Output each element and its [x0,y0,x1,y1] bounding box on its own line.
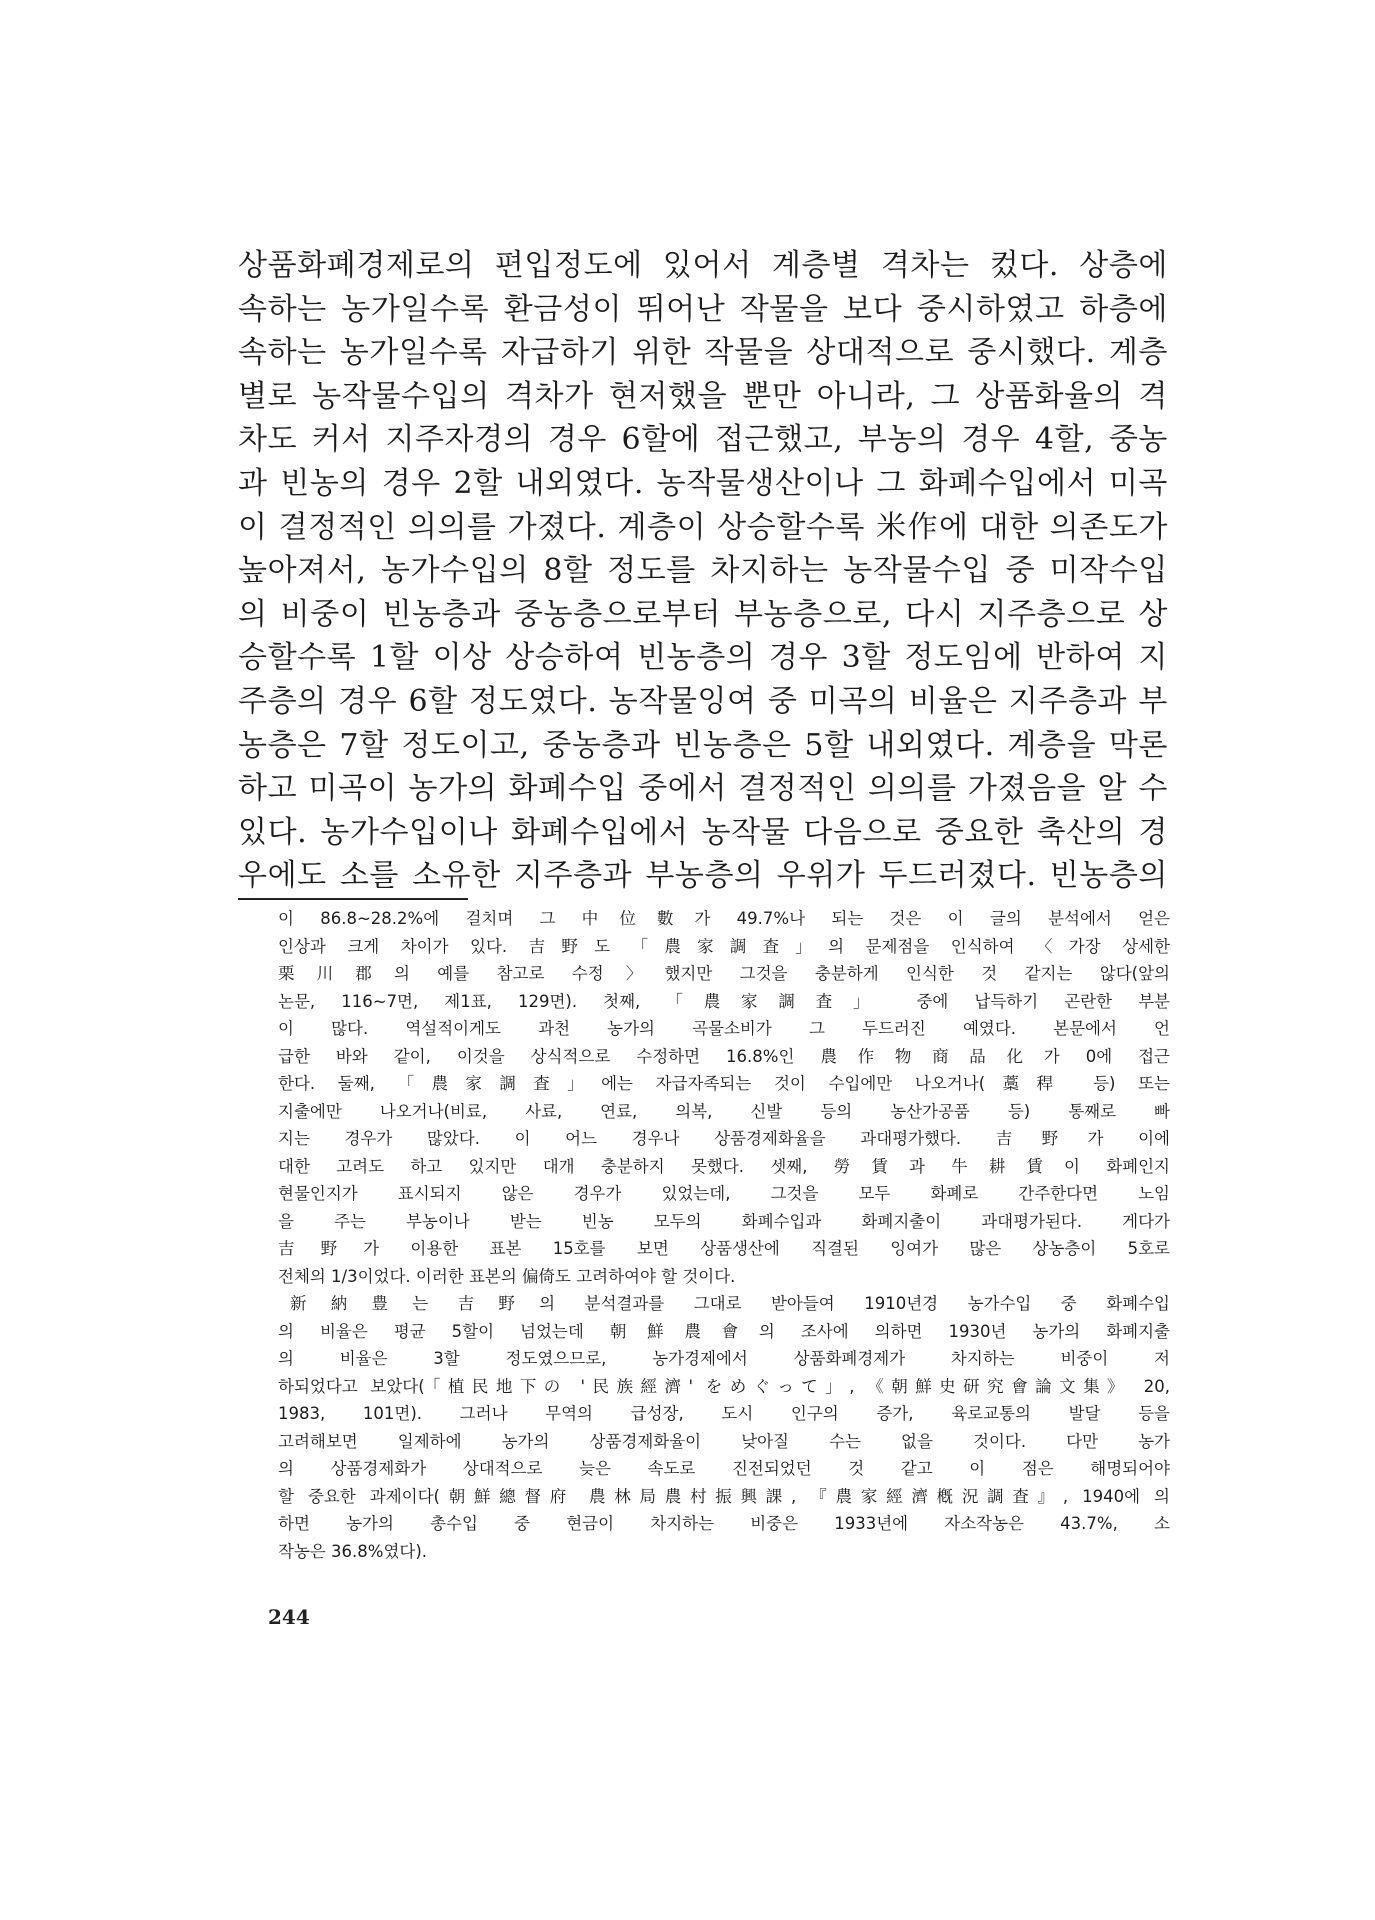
footnote-line: 작농은 36.8%였다). [278,1541,428,1561]
main-text-line: 의 비중이 빈농층과 중농층으로부터 부농층으로, 다시 지주층으로 상 [238,596,1168,632]
main-text-line: 하고 미곡이 농가의 화폐수입 중에서 결정적인 의의를 가졌음을 알 수 [238,771,1168,807]
footnote-line: 이 86.8~28.2%에 걸치며 그 中位數가 49.7%나 되는 것은 이 글의 분석에서 얻은 [278,909,1170,928]
main-paragraph [238,244,1168,898]
footnote-line: 을 주는 부농이나 받는 빈농 모두의 화폐수입과 화폐지출이 과대평가된다. 게다가 [278,1211,1170,1231]
footnote-line: 吉野가 이용한 표본 15호를 보면 상품생산에 직결된 잉여가 많은 상농층이 5호로 [278,1239,1170,1258]
main-text-line: 속하는 농가일수록 환금성이 뛰어난 작물을 보다 중시하였고 하층에 [238,291,1168,327]
footnote-line: 하되었다고 보았다(「植民地下の '民族經濟' をめぐって」, 《朝鮮史研究會論文集》 20, [278,1376,1170,1396]
footnote-line: 대한 고려도 하고 있지만 대개 충분하지 못했다. 셋째, 勞賃과 牛耕賃이 화폐인지 [278,1156,1170,1176]
footnote-line: 인상과 크게 차이가 있다. 吉野도 「農家調査」의 문제점을 인식하여 〈가장 상세한 [278,936,1170,956]
footnote-line: 新納豊는 吉野의 분석결과를 그대로 받아들여 1910년경 농가수입 중 화폐수입 [290,1294,1170,1313]
footnote-line: 이 많다. 역설적이게도 과천 농가의 곡물소비가 그 두드러진 예였다. 본문에서 언 [278,1019,1170,1038]
main-text-line: 이 결정적인 의의를 가졌다. 계층이 상승할수록 米作에 대한 의존도가 [238,509,1168,545]
main-text-line: 주층의 경우 6할 정도였다. 농작물잉여 중 미곡의 비율은 지주층과 부 [238,683,1168,719]
footnote-line: 栗川郡의 예를 참고로 수정〉했지만 그것을 충분하게 인식한 것 같지는 않다(앞의 [278,964,1170,983]
main-text-line: 속하는 농가일수록 자급하기 위한 작물을 상대적으로 중시했다. 계층 [238,335,1168,371]
footnote-line: 의 비율은 3할 정도였으므로, 농가경제에서 상품화폐경제가 차지하는 비중이 저 [278,1349,1170,1368]
main-text-line: 있다. 농가수입이나 화폐수입에서 농작물 다음으로 중요한 축산의 경 [238,814,1168,850]
footnote-line: 1983, 101면). 그러나 무역의 급성장, 도시 인구의 증가, 육로교통의 발달 등을 [278,1404,1170,1423]
footnote-line: 의 비율은 평균 5할이 넘었는데 朝鮮農會의 조사에 의하면 1930년 농가의 화폐지출 [278,1321,1170,1341]
footnote-line: 고려해보면 일제하에 농가의 상품경제화율이 낮아질 수는 없을 것이다. 다만 농가 [278,1431,1170,1451]
main-text-line: 우에도 소를 소유한 지주층과 부농층의 우위가 두드러졌다. 빈농층의 [238,858,1168,894]
footnote-line: 할 중요한 과제이다(朝鮮總督府 農林局農村振興課, 『農家經濟槪況調査』, 1940에 의 [278,1486,1170,1506]
main-text-line: 높아져서, 농가수입의 8할 정도를 차지하는 농작물수입 중 미작수입 [238,553,1168,589]
main-text-line: 상품화폐경제로의 편입정도에 있어서 계층별 격차는 컸다. 상층에 [238,248,1168,283]
footnote-line: 논문, 116~7면, 제1표, 129면). 첫째, 「農家調査」 중에 납득하기 곤란한 부분 [278,991,1170,1011]
footnote-line: 급한 바와 같이, 이것을 상식적으로 수정하면 16.8%인 農作物商品化가 0에 접근 [278,1046,1170,1066]
main-text-line: 과 빈농의 경우 2할 내외였다. 농작물생산이나 그 화폐수입에서 미곡 [238,465,1168,501]
footnote-line: 지는 경우가 많았다. 이 어느 경우나 상품경제화율을 과대평가했다. 吉野가 이에 [278,1129,1170,1148]
main-text-line: 차도 커서 지주자경의 경우 6할에 접근했고, 부농의 경우 4할, 중농 [238,422,1168,458]
footnote-line: 현물인지가 표시되지 않은 경우가 있었는데, 그것을 모두 화폐로 간주한다면 노임 [278,1184,1170,1203]
footnote-line: 전체의 1/3이었다. 이러한 표본의 偏倚도 고려하여야 할 것이다. [278,1266,736,1286]
page-number: 244 [268,1605,310,1629]
main-text-line: 승할수록 1할 이상 상승하여 빈농층의 경우 3할 정도임에 반하여 지 [238,640,1168,676]
main-text-line: 별로 농작물수입의 격차가 현저했을 뿐만 아니라, 그 상품화율의 격 [238,378,1168,414]
main-text-line: 농층은 7할 정도이고, 중농층과 빈농층은 5할 내외였다. 계층을 막론 [238,727,1168,763]
footnote-line: 하면 농가의 총수입 중 현금이 차지하는 비중은 1933년에 자소작농은 43.7%, 소 [278,1514,1170,1533]
footnote-line: 의 상품경제화가 상대적으로 늦은 속도로 진전되었던 것 같고 이 점은 해명되어야 [278,1459,1170,1478]
footnote-line: 지출에만 나오거나(비료, 사료, 연료, 의복, 신발 등의 농산가공품 등) 통째로 빠 [278,1101,1170,1121]
footnote-line: 한다. 둘째, 「農家調査」에는 자급자족되는 것이 수입에만 나오거나(藁稈 등) 또는 [278,1074,1170,1093]
footnote-divider [238,898,468,900]
footnote-block [278,905,1170,1565]
